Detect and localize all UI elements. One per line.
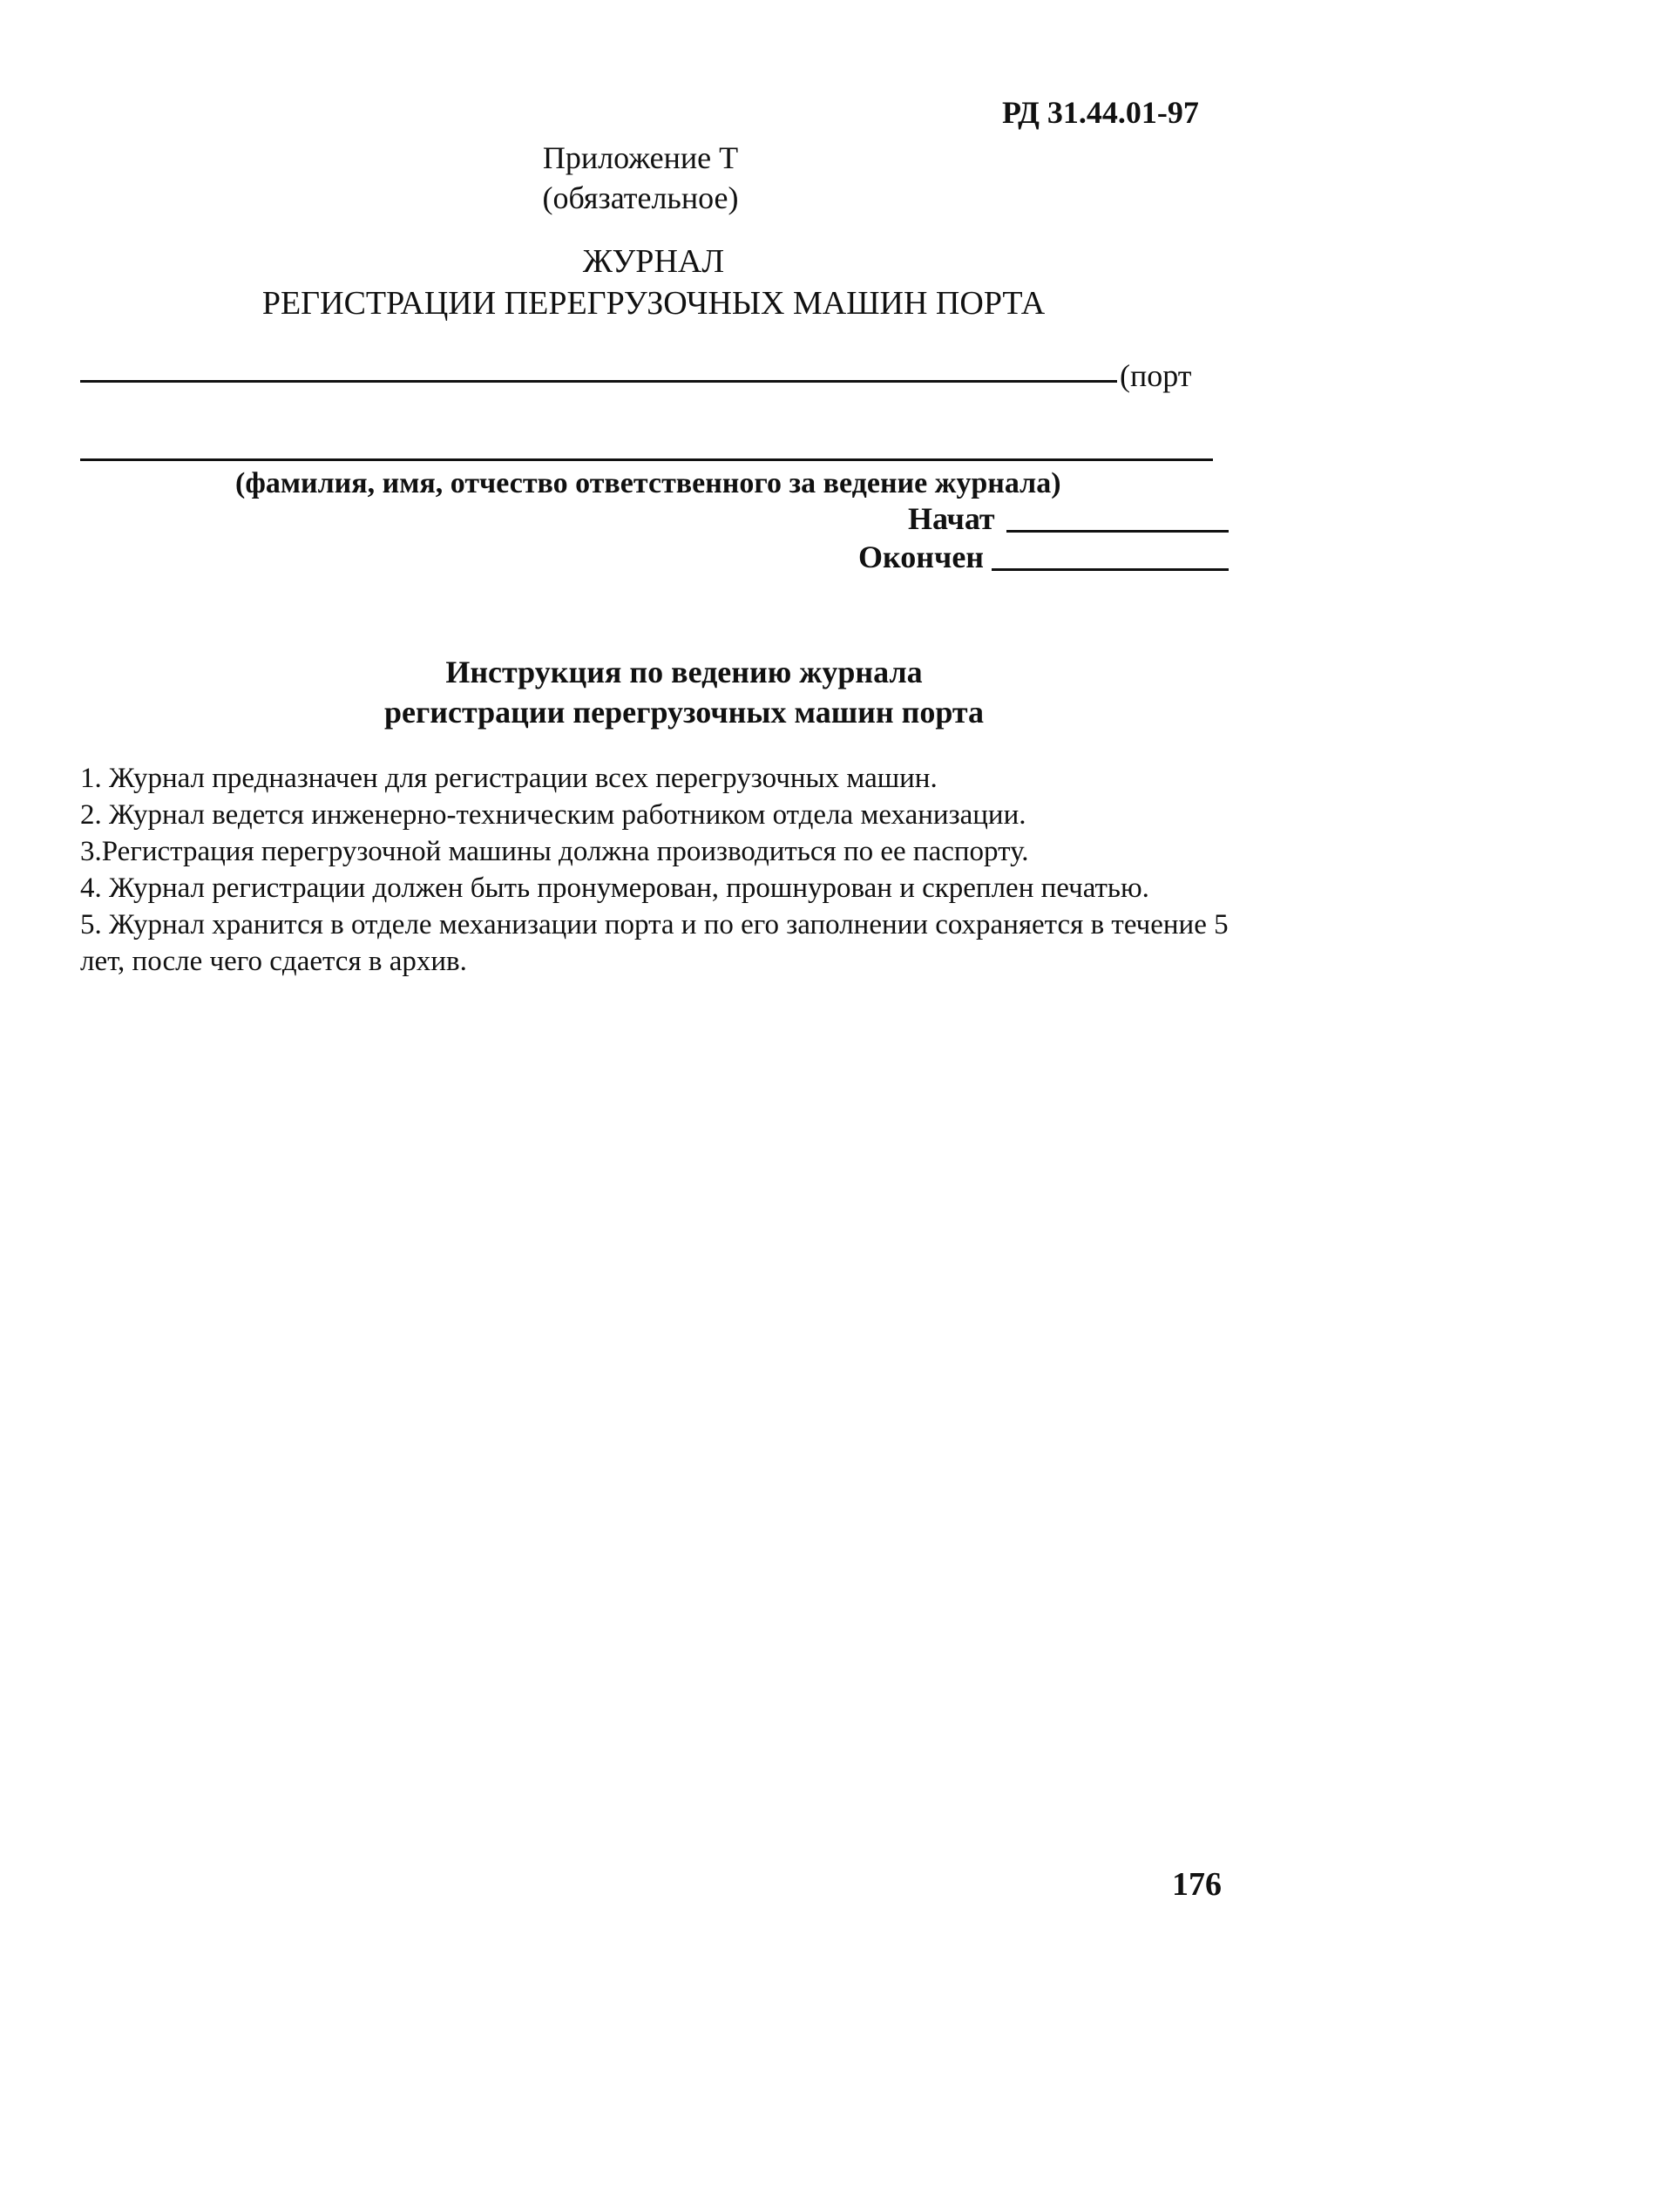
instruction-item-4: 4. Журнал регистрации должен быть пронумерован, прошнурован и скреплен печатью. [80,872,1149,904]
started-date-blank-line [1006,530,1229,533]
instructions-title-line1: Инструкция по ведению журнала [445,655,923,689]
port-name-blank-line [80,380,1117,383]
ended-date-blank-line [992,568,1229,571]
appendix-label: Приложение Т [542,140,739,175]
page-number: 176 [1172,1866,1222,1903]
document-code: РД 31.44.01-97 [1002,95,1199,130]
started-label: Начат [908,501,995,536]
journal-title-line2: РЕГИСТРАЦИИ ПЕРЕГРУЗОЧНЫХ МАШИН ПОРТА [261,285,1046,322]
instructions-list [80,760,1230,980]
responsible-person-blank-line [80,458,1213,461]
instructions-title [261,652,1107,732]
appendix-heading [523,138,758,218]
instruction-item-1: 1. Журнал предназначен для регистрации всех перегрузочных машин. [80,763,938,794]
responsible-person-caption: (фамилия, имя, отчество ответственного за ведение журнала) [235,467,1061,499]
instruction-item-3: 3.Регистрация перегрузочной машины должна производиться по ее паспорту. [80,836,1029,867]
appendix-note: (обязательное) [542,180,739,215]
journal-title [174,241,1133,324]
instruction-item-2: 2. Журнал ведется инженерно-техническим работником отдела механизации. [80,799,1026,831]
ended-label: Окончен [858,540,985,574]
instruction-item-5: 5. Журнал хранится в отделе механизации порта и по его заполнении сохраняется в течение 5 лет, после чего сдается в архив. [80,909,1229,977]
port-label: (порт [1120,358,1192,393]
journal-title-line1: ЖУРНАЛ [582,243,725,280]
instructions-title-line2: регистрации перегрузочных машин порта [383,695,985,730]
